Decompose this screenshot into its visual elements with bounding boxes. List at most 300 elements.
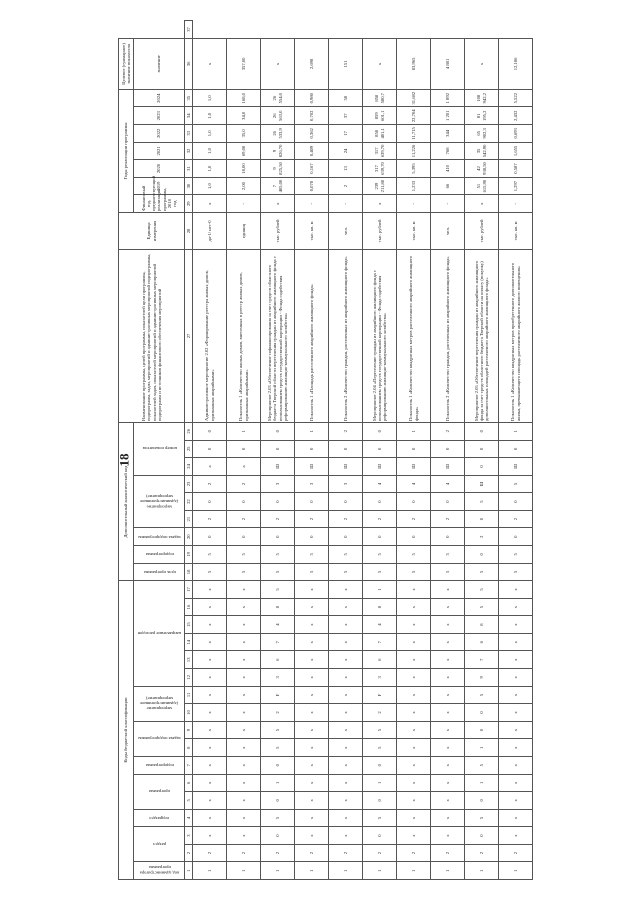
code-cell: х [499, 809, 533, 827]
code-cell: 4 [363, 475, 397, 493]
value-cell: 1,0 [193, 89, 227, 107]
value-cell: 1,297 [499, 177, 533, 195]
code-cell: 0 [465, 440, 499, 458]
code-cell: 0 [261, 528, 295, 546]
code-cell: 0 [363, 756, 397, 774]
code-cell: х [431, 581, 465, 599]
code-cell: 0 [499, 528, 533, 546]
value-cell: 13 [329, 160, 363, 178]
value-cell: 1,0 [193, 177, 227, 195]
code-cell: х [295, 739, 329, 757]
col-num: 19 [185, 546, 193, 564]
code-cell: 1 [261, 862, 295, 880]
code-cell: Ш [329, 458, 363, 476]
value-cell: 859 601,1 [363, 107, 397, 125]
code-cell: 0 [227, 528, 261, 546]
code-cell: 0 [261, 493, 295, 511]
year-header: 2021 [134, 142, 185, 160]
name-cell: Показатель 1 «Количество жилых домов, внесенных в реестр жилых домов, признанных аварийными» [227, 249, 261, 422]
code-cell: 1 [499, 862, 533, 880]
code-cell: х [193, 598, 227, 616]
col-num: 7 [185, 756, 193, 774]
code-cell: х [499, 792, 533, 810]
table-row [261, 21, 295, 880]
unit-cell: единиц [227, 212, 261, 249]
value-cell: 768 [431, 142, 465, 160]
value-cell: 66 [431, 177, 465, 195]
code-cell: 7 [363, 633, 397, 651]
name-cell: Показатель 2 «Количество граждан, расселенных из аварийного жилищного фонда» [329, 249, 363, 422]
col-num: 37 [185, 21, 193, 39]
code-cell: 4 [261, 616, 295, 634]
code-cell: х [329, 633, 363, 651]
value-cell: 168,0 [227, 89, 261, 107]
code-cell: х [431, 633, 465, 651]
code-label: цель программы [134, 563, 185, 581]
code-cell: 5 [465, 598, 499, 616]
code-cell: х [431, 704, 465, 722]
fin-year-cell: - [329, 195, 363, 213]
code-cell: х [431, 756, 465, 774]
value-cell: 858 580,7 [363, 89, 397, 107]
value-cell: 42 938,50 [465, 160, 499, 178]
code-cell: х [499, 739, 533, 757]
code-cell: 0 [465, 827, 499, 845]
code-cell: х [431, 827, 465, 845]
value-cell: 0,693 [499, 125, 533, 143]
value-cell: 1 892 [431, 89, 465, 107]
col-num: 36 [185, 38, 193, 89]
code-cell: х [295, 581, 329, 599]
code-cell: х [295, 686, 329, 704]
code-cell: х [397, 598, 431, 616]
code-cell: 7 [261, 633, 295, 651]
col-num: 1 [185, 862, 193, 880]
col-num: 13 [185, 651, 193, 669]
code-cell: х [295, 651, 329, 669]
code-cell: 3 [295, 475, 329, 493]
code-cell: х [499, 598, 533, 616]
value-cell: 11,226 [397, 142, 431, 160]
rotated-table-container [118, 20, 618, 880]
code-cell: х [329, 651, 363, 669]
code-cell: 4 [431, 475, 465, 493]
code-cell: 5 [329, 563, 363, 581]
value-cell: 9 825,50 [261, 160, 295, 178]
code-cell: х [227, 827, 261, 845]
target-cell: 2,698 [295, 38, 329, 89]
code-cell: х [397, 651, 431, 669]
col-num: 35 [185, 89, 193, 107]
code-cell: х [431, 792, 465, 810]
value-cell: 344 [431, 125, 465, 143]
unit-cell: тыс. кв. м [397, 212, 431, 249]
code-cell: 5 [227, 563, 261, 581]
code-cell: 6 [465, 633, 499, 651]
code-cell: а [227, 458, 261, 476]
code-cell: х [499, 774, 533, 792]
code-cell: 1 [397, 862, 431, 880]
code-label: направление расходов [134, 581, 185, 686]
code-cell: 2 [363, 844, 397, 862]
code-cell: 0 [261, 756, 295, 774]
value-cell: 5,522 [499, 89, 533, 107]
program-table [118, 20, 533, 880]
code-cell: 2 [295, 510, 329, 528]
code-cell: 2 [329, 844, 363, 862]
code-cell: 6 [363, 651, 397, 669]
value-cell: 7 405,00 [261, 177, 295, 195]
code-cell: 0 [499, 440, 533, 458]
table-row [329, 21, 363, 880]
code-label: задача подпрограммы [134, 528, 185, 546]
code-cell: х [329, 581, 363, 599]
target-cell: х [465, 38, 499, 89]
code-cell: 0 [329, 440, 363, 458]
code-cell: х [295, 809, 329, 827]
code-cell: 2 [261, 844, 295, 862]
code-cell: х [193, 756, 227, 774]
target-cell: х [193, 38, 227, 89]
code-cell: 5 [499, 475, 533, 493]
unit-cell: чел. [431, 212, 465, 249]
code-cell: х [397, 774, 431, 792]
year-header: 2022 [134, 125, 185, 143]
col-num: 3 [185, 827, 193, 845]
page-number: 18 [116, 453, 132, 467]
code-cell: 5 [329, 546, 363, 564]
value-cell: 31,682 [397, 89, 431, 107]
fin-year-cell: х [261, 195, 295, 213]
code-cell: 0 [193, 422, 227, 440]
code-cell: 1 [261, 774, 295, 792]
unit-cell: да-1/ нет-0 [193, 212, 227, 249]
code-cell: 2 [295, 844, 329, 862]
code-cell: 0 [261, 792, 295, 810]
code-cell: х [295, 669, 329, 687]
value-cell: 1,0 [193, 107, 227, 125]
value-cell: 2 [329, 177, 363, 195]
code-cell: х [431, 721, 465, 739]
unit-cell: тыс. рублей [363, 212, 397, 249]
code-cell: х [329, 739, 363, 757]
fin-year-cell: - [227, 195, 261, 213]
value-cell: 1,0 [193, 160, 227, 178]
col-num: 2 [185, 844, 193, 862]
code-cell: Ш [465, 475, 499, 493]
code-cell: 5 [499, 563, 533, 581]
value-cell: 69,00 [227, 142, 261, 160]
code-cell: х [227, 721, 261, 739]
code-cell: х [193, 633, 227, 651]
code-cell: 2 [431, 510, 465, 528]
name-cell: Показатель 1 «Количество квадратных метров расселенного аварийного жилищного фонда» [397, 249, 431, 422]
code-cell: 5 [363, 809, 397, 827]
code-cell: 5 [261, 739, 295, 757]
code-cell: 5 [397, 546, 431, 564]
code-cell: х [499, 686, 533, 704]
fin-year-cell: - [499, 195, 533, 213]
name-cell: Показатель 1 «Количество квадратных метров приобретенного дополнительного жилья, превышающего площадь расселяемого аварийного жилого помещения» [499, 249, 533, 422]
code-cell: х [193, 686, 227, 704]
code-cell: 0 [465, 721, 499, 739]
table-row [185, 21, 193, 880]
value-cell: 11,715 [397, 125, 431, 143]
code-cell: 2 [397, 844, 431, 862]
table-row [295, 21, 329, 880]
value-cell: 35 542,90 [465, 142, 499, 160]
code-cell: 0 [329, 528, 363, 546]
col-num: 25 [185, 440, 193, 458]
code-label: подпрограмма [134, 546, 185, 564]
code-cell: 5 [295, 563, 329, 581]
value-cell: 239 211,80 [363, 177, 397, 195]
code-cell: 1 [363, 774, 397, 792]
code-cell: 2 [193, 510, 227, 528]
target-cell: 357,00 [227, 38, 261, 89]
code-cell: 2 [363, 704, 397, 722]
fin-year-cell: - [431, 195, 465, 213]
code-cell: 1 [465, 774, 499, 792]
value-cell: 26 533,9 [261, 125, 295, 143]
name-cell: Мероприятие 2.03 «Обеспечение софинансирования за счет средств областного бюджета Тверской области переселения граждан из аварийного жилищного фонда с использованием средств государственной корпорации - Фонда содействия реформированию жилищно-коммунального хозяйства» [261, 249, 295, 422]
code-cell: 0 [397, 528, 431, 546]
code-cell: х [193, 721, 227, 739]
code-cell: х [329, 827, 363, 845]
code-cell: 2 [499, 510, 533, 528]
code-cell: х [227, 581, 261, 599]
col-num: 28 [185, 212, 193, 249]
table-row [119, 21, 134, 880]
value-cell: 18,00 [227, 160, 261, 178]
code-cell: х [431, 686, 465, 704]
code-cell: 3 [363, 669, 397, 687]
code-cell: 5 [261, 546, 295, 564]
code-cell: х [227, 809, 261, 827]
target-value-header: значение [134, 38, 185, 89]
code-cell: х [499, 651, 533, 669]
code-cell: 2 [397, 510, 431, 528]
code-cell: Ш [363, 458, 397, 476]
code-cell: х [397, 739, 431, 757]
value-cell: 5,395 [397, 160, 431, 178]
year-header: 2019 [134, 177, 185, 195]
code-label: программа [134, 774, 185, 809]
code-cell: 3 [261, 475, 295, 493]
code-cell: 1 [465, 862, 499, 880]
code-cell: 0 [431, 493, 465, 511]
code-cell: 0 [465, 704, 499, 722]
code-cell: х [499, 704, 533, 722]
code-cell: 2 [465, 844, 499, 862]
name-cell: Административное мероприятие 2.02 «Формирование реестра жилых домов, признанных аварийными» [193, 249, 227, 422]
code-cell: 9 [465, 669, 499, 687]
code-cell: Ш [397, 458, 431, 476]
code-cell: 5 [261, 721, 295, 739]
code-cell: 0 [363, 440, 397, 458]
code-cell: х [227, 669, 261, 687]
code-cell: 2 [431, 422, 465, 440]
fin-year-header: Финансовый год, предшествующий реализации программы, 2018 год [134, 195, 185, 213]
code-cell: 2 [261, 510, 295, 528]
code-cell: 1 [397, 422, 431, 440]
code-cell: 0 [227, 493, 261, 511]
code-cell: х [329, 616, 363, 634]
code-cell: х [329, 792, 363, 810]
value-cell: 1,0 [193, 125, 227, 143]
value-cell: 22,704 [397, 107, 431, 125]
col-num: 16 [185, 598, 193, 616]
code-cell: Ш [261, 458, 295, 476]
code-cell: 5 [465, 756, 499, 774]
code-cell: 0 [363, 493, 397, 511]
value-cell: 17 [329, 125, 363, 143]
code-cell: х [329, 756, 363, 774]
col-num: 29 [185, 195, 193, 213]
value-cell: 0,702 [295, 107, 329, 125]
code-cell: а [193, 458, 227, 476]
code-cell: х [397, 721, 431, 739]
col-num: 33 [185, 125, 193, 143]
code-cell: 5 [363, 546, 397, 564]
table-row [397, 21, 431, 880]
code-label: задача подпрограммы [134, 721, 185, 756]
table-row [134, 21, 185, 880]
col-num: 30 [185, 177, 193, 195]
additional-code-header: Дополнительный аналитический код [119, 422, 134, 580]
code-cell: х [397, 581, 431, 599]
code-cell: 1 [329, 862, 363, 880]
value-cell: 0,362 [295, 125, 329, 143]
code-cell: х [499, 581, 533, 599]
target-cell: 151 [329, 38, 363, 89]
code-cell: х [329, 669, 363, 687]
code-cell: х [227, 633, 261, 651]
code-cell: 4 [363, 616, 397, 634]
col-num: 5 [185, 792, 193, 810]
code-cell: х [329, 598, 363, 616]
code-cell: 5 [465, 493, 499, 511]
table-row [499, 21, 533, 880]
code-cell: 5 [227, 546, 261, 564]
code-cell: 5 [261, 563, 295, 581]
code-cell: х [499, 669, 533, 687]
code-cell: 5 [261, 581, 295, 599]
code-cell: 2 [227, 844, 261, 862]
value-cell: 65 902,3 [465, 125, 499, 143]
code-cell: х [295, 598, 329, 616]
value-cell: 26 554,0 [261, 89, 295, 107]
code-cell: х [397, 809, 431, 827]
code-cell: х [431, 669, 465, 687]
value-cell: 1,655 [499, 142, 533, 160]
col-num: 10 [185, 704, 193, 722]
code-cell: х [431, 616, 465, 634]
code-cell: 4 [397, 475, 431, 493]
code-cell: 0 [363, 792, 397, 810]
target-cell: 4 881 [431, 38, 465, 89]
code-cell: 1 [363, 862, 397, 880]
target-cell: х [363, 38, 397, 89]
col-num: 14 [185, 633, 193, 651]
code-cell: 0 [193, 528, 227, 546]
value-cell: 26 563,0 [261, 107, 295, 125]
col-num: 4 [185, 809, 193, 827]
code-cell: 0 [193, 440, 227, 458]
code-cell: 5 [499, 546, 533, 564]
code-cell: х [431, 809, 465, 827]
code-cell: 0 [499, 493, 533, 511]
code-cell: 6 [261, 651, 295, 669]
code-cell: х [193, 581, 227, 599]
code-cell: 8 [363, 598, 397, 616]
code-cell: 2 [329, 510, 363, 528]
value-cell: 35,0 [227, 125, 261, 143]
value-cell: 2,432 [499, 107, 533, 125]
code-cell: 0 [261, 440, 295, 458]
code-cell: 5 [295, 546, 329, 564]
code-cell: х [499, 616, 533, 634]
fin-year-cell: х [193, 195, 227, 213]
code-cell: 0 [397, 440, 431, 458]
name-cell: Показатель 2 «Количество граждан, расселенных из аварийного жилищного фонда» [431, 249, 465, 422]
code-cell: 1 [295, 422, 329, 440]
code-cell: 5 [431, 563, 465, 581]
code-cell: 0 [363, 422, 397, 440]
code-cell: х [397, 633, 431, 651]
code-label: номер показателя [134, 422, 185, 475]
value-cell: 1 201 [431, 107, 465, 125]
code-cell: х [227, 651, 261, 669]
code-cell: 0 [465, 792, 499, 810]
code-cell: 5 [397, 563, 431, 581]
code-cell: х [227, 616, 261, 634]
name-cell: Мероприятие 2.05 «Обеспечение переселения граждан из аварийного жилищного фонда за счет средств областного бюджета Тверской области на оплату (покупку) дополнительных площадей расселяемого аварийного жилищного фонда» [465, 249, 499, 422]
code-cell: F [261, 686, 295, 704]
code-cell: 5 [465, 563, 499, 581]
code-cell: 0 [397, 493, 431, 511]
code-cell: х [329, 809, 363, 827]
col-num: 9 [185, 721, 193, 739]
name-cell: Показатель 1 «Площадь расселенного аварийного жилищного фонда» [295, 249, 329, 422]
table-row [193, 21, 227, 880]
code-cell: 0 [295, 493, 329, 511]
code-cell: 2 [465, 528, 499, 546]
code-cell: 1 [295, 862, 329, 880]
code-cell: х [193, 792, 227, 810]
code-cell: 2 [227, 510, 261, 528]
code-cell: 2 [329, 422, 363, 440]
code-cell: 0 [363, 827, 397, 845]
code-cell: х [329, 774, 363, 792]
code-cell: 2 [431, 844, 465, 862]
code-cell: 2 [363, 510, 397, 528]
code-label: подраздел [134, 809, 185, 827]
unit-header: Единица измерения [119, 212, 185, 249]
col-num: 27 [185, 249, 193, 422]
target-cell: 12,186 [499, 38, 533, 89]
code-label: подпрограмма [134, 756, 185, 774]
code-cell: х [193, 809, 227, 827]
code-cell: х [295, 721, 329, 739]
code-label: мероприятие (административное мероприятие) [134, 686, 185, 721]
value-cell: 1,0 [193, 142, 227, 160]
value-cell: 9 826,70 [261, 142, 295, 160]
code-cell: х [499, 756, 533, 774]
code-cell: 1 [193, 862, 227, 880]
value-cell: 0,409 [295, 142, 329, 160]
code-cell: 2 [499, 844, 533, 862]
